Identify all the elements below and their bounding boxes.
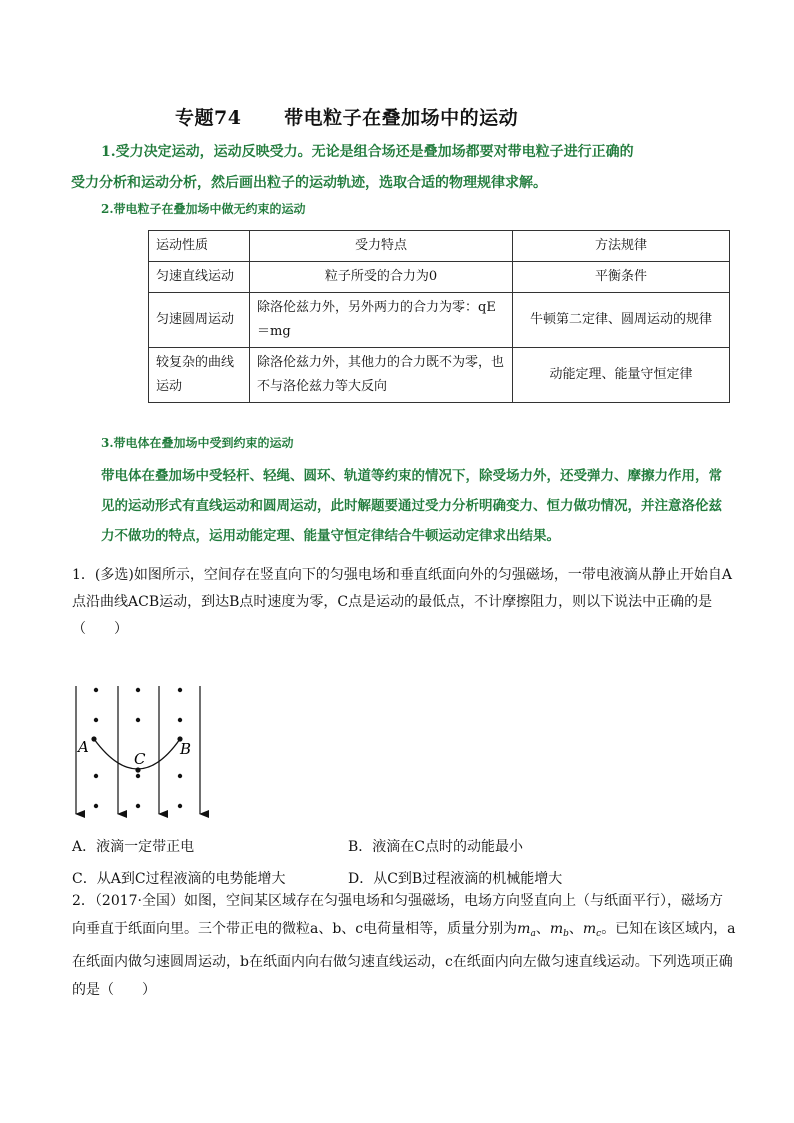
mass-a: $m_a$ bbox=[517, 921, 536, 939]
table-cell: 平衡条件 bbox=[513, 262, 730, 293]
label-b: B bbox=[180, 740, 192, 758]
table-header: 方法规律 bbox=[513, 231, 730, 262]
section3-heading: 3.带电体在叠加场中受到约束的运动 bbox=[101, 436, 294, 450]
point-a bbox=[91, 736, 96, 741]
table-cell: 匀速直线运动 bbox=[149, 262, 250, 293]
label-a: A bbox=[78, 738, 89, 756]
q1-option-c: C．从A到C过程液滴的电势能增大 bbox=[72, 871, 286, 887]
table-header: 运动性质 bbox=[149, 231, 250, 262]
table-cell: 较复杂的曲线运动 bbox=[149, 348, 250, 403]
q1-option-b: B．液滴在C点时的动能最小 bbox=[348, 839, 523, 855]
table-cell: 牛顿第二定律、圆周运动的规律 bbox=[513, 293, 730, 348]
point-c bbox=[135, 767, 140, 772]
q2-text-part2: 。已知在该区域内，a在纸面内做匀速圆周运动，b在纸面内向右做匀速直线运动，c在纸面内向左做匀速直线运动。下列选项正确的是（ ） bbox=[72, 921, 736, 998]
field-diagram bbox=[70, 684, 220, 824]
section1-text bbox=[71, 137, 741, 199]
table-row bbox=[149, 293, 730, 348]
table-cell: 除洛伦兹力外，其他力的合力既不为零，也不与洛伦兹力等大反向 bbox=[250, 348, 513, 403]
magnetic-field-dots bbox=[94, 688, 182, 808]
table-row bbox=[149, 262, 730, 293]
table-cell: 动能定理、能量守恒定律 bbox=[513, 348, 730, 403]
table-cell: 除洛伦兹力外，另外两力的合力为零：qE＝mg bbox=[250, 293, 513, 348]
q1-option-a: A．液滴一定带正电 bbox=[72, 839, 195, 855]
question-2-stem: 2．（2017·全国）如图，空间某区域存在匀强电场和匀强磁场，电场方向竖直向上（与纸面平行），磁场方向垂直于纸面向里。三个带正电的微粒a、b、c电荷量相等，质量分别为$m_a$、$m_b$、$m_c$。已知在该区域内，a在纸面内做匀速圆周运动，b在纸面内向右做匀速直线运动，c在纸面内向左做匀速直线运动。下列选项正确的是（ ） bbox=[72, 893, 736, 998]
table-cell: 粒子所受的合力为0 bbox=[250, 262, 513, 293]
question-1-stem: 1．(多选)如图所示，空间存在竖直向下的匀强电场和垂直纸面向外的匀强磁场，一带电液滴从静止开始自A点沿曲线ACB运动，到达B点时速度为零，C点是运动的最低点，不计摩擦阻力，则以下说法中正确的是（ ） bbox=[72, 567, 732, 637]
table-header-row bbox=[149, 231, 730, 262]
table-cell: 匀速圆周运动 bbox=[149, 293, 250, 348]
section1-line1: 1.受力决定运动，运动反映受力。无论是组合场还是叠加场都要对带电粒子进行正确的 bbox=[101, 144, 634, 160]
page-title: 专题74 带电粒子在叠加场中的运动 bbox=[175, 107, 519, 129]
q1-option-d: D．从C到B过程液滴的机械能增大 bbox=[348, 871, 563, 887]
section3-body: 带电体在叠加场中受轻杆、轻绳、圆环、轨道等约束的情况下，除受场力外，还受弹力、摩擦力作用，常见的运动形式有直线运动和圆周运动，此时解题要通过受力分析明确变力、恒力做功情况，并注意洛伦兹力不做功的特点，运用动能定理、能量守恒定律结合牛顿运动定律求出结果。 bbox=[101, 468, 722, 544]
mass-b: $m_b$ bbox=[549, 921, 569, 939]
section2-heading: 2.带电粒子在叠加场中做无约束的运动 bbox=[101, 202, 306, 216]
q2-text-part1: 2．（2017·全国）如图，空间某区域存在匀强电场和匀强磁场，电场方向竖直向上（与纸面平行），磁场方向垂直于纸面向里。三个带正电的微粒a、b、c电荷量相等，质量分别为 bbox=[72, 893, 723, 937]
motion-table bbox=[148, 230, 730, 403]
section1-line2: 受力分析和运动分析，然后画出粒子的运动轨迹，选取合适的物理规律求解。 bbox=[71, 175, 547, 191]
table-row bbox=[149, 348, 730, 403]
label-c: C bbox=[134, 750, 146, 768]
table-header: 受力特点 bbox=[250, 231, 513, 262]
mass-c: $m_c$ bbox=[582, 921, 602, 939]
